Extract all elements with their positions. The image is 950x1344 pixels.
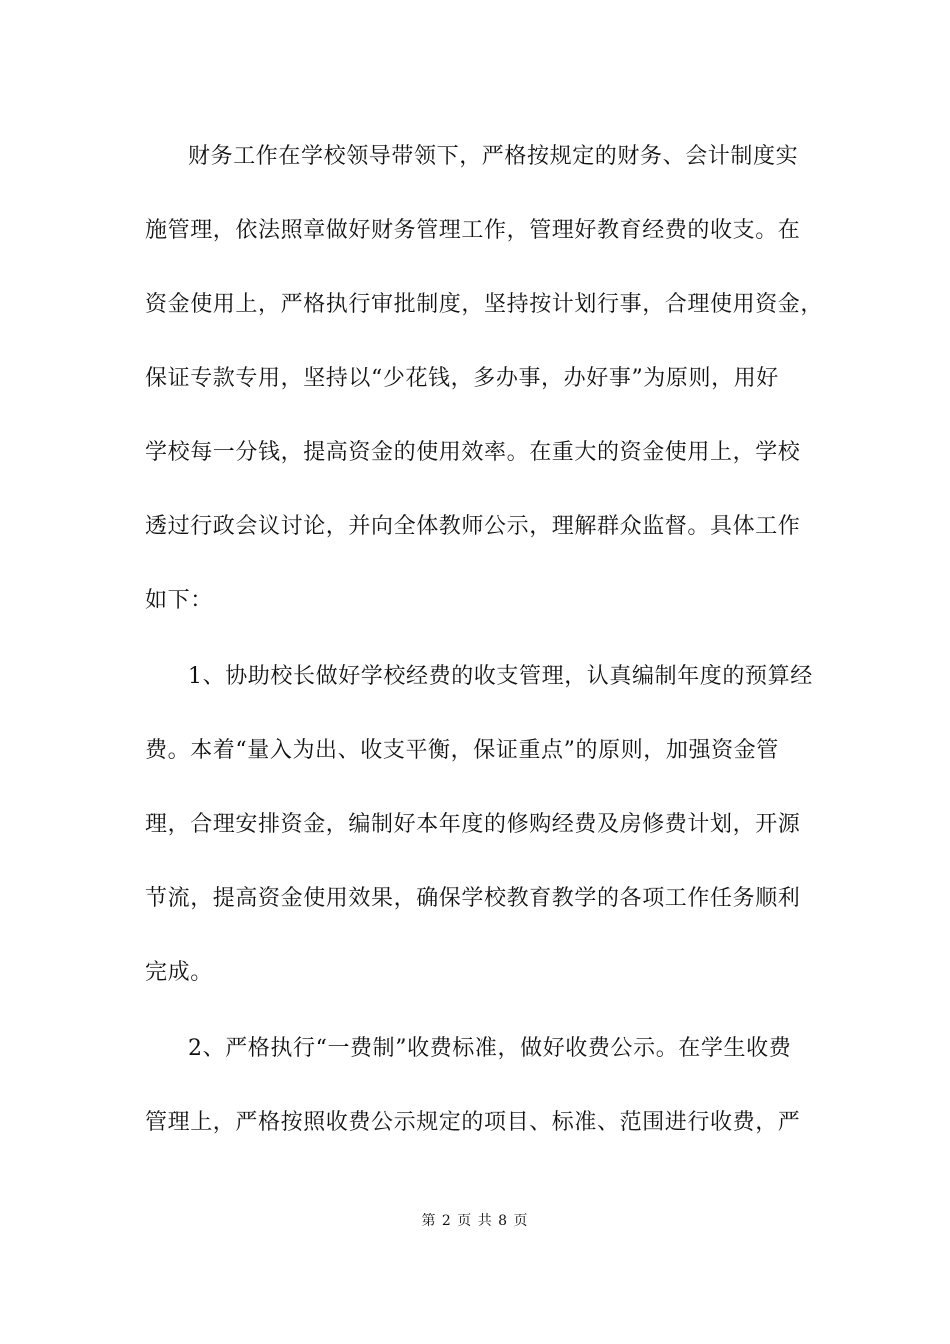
text-line: 保证专款专用，坚持以“少花钱，多办事，办好事”为原则，用好 [145,366,779,391]
text-line: 透过行政会议讨论，并向全体教师公示，理解群众监督。具体工作 [145,514,801,539]
text-line: 节流，提高资金使用效果，确保学校教育教学的各项工作任务顺利 [145,886,801,911]
text-line: 财务工作在学校领导带领下，严格按规定的财务、会计制度实 [188,144,799,169]
text-line: 费。本着“量入为出、收支平衡，保证重点”的原则，加强资金管 [145,738,779,763]
text-line: 管理上，严格按照收费公示规定的项目、标准、范围进行收费，严 [145,1110,801,1135]
text-line: 1、协助校长做好学校经费的收支管理，认真编制年度的预算经 [188,664,813,689]
text-line: 完成。 [145,960,213,985]
text-line: 施管理，依法照章做好财务管理工作，管理好教育经费的收支。在 [145,218,801,243]
text-line: 2、严格执行“一费制”收费标准，做好收费公示。在学生收费 [188,1036,792,1061]
text-line: 如下： [145,588,213,613]
text-line: 理，合理安排资金，编制好本年度的修购经费及房修费计划，开源 [145,812,801,837]
text-line: 学校每一分钱，提高资金的使用效率。在重大的资金使用上，学校 [145,440,801,465]
text-line: 资金使用上，严格执行审批制度，坚持按计划行事，合理使用资金， [145,292,824,317]
page-number: 第 2 页 共 8 页 [421,1213,529,1229]
